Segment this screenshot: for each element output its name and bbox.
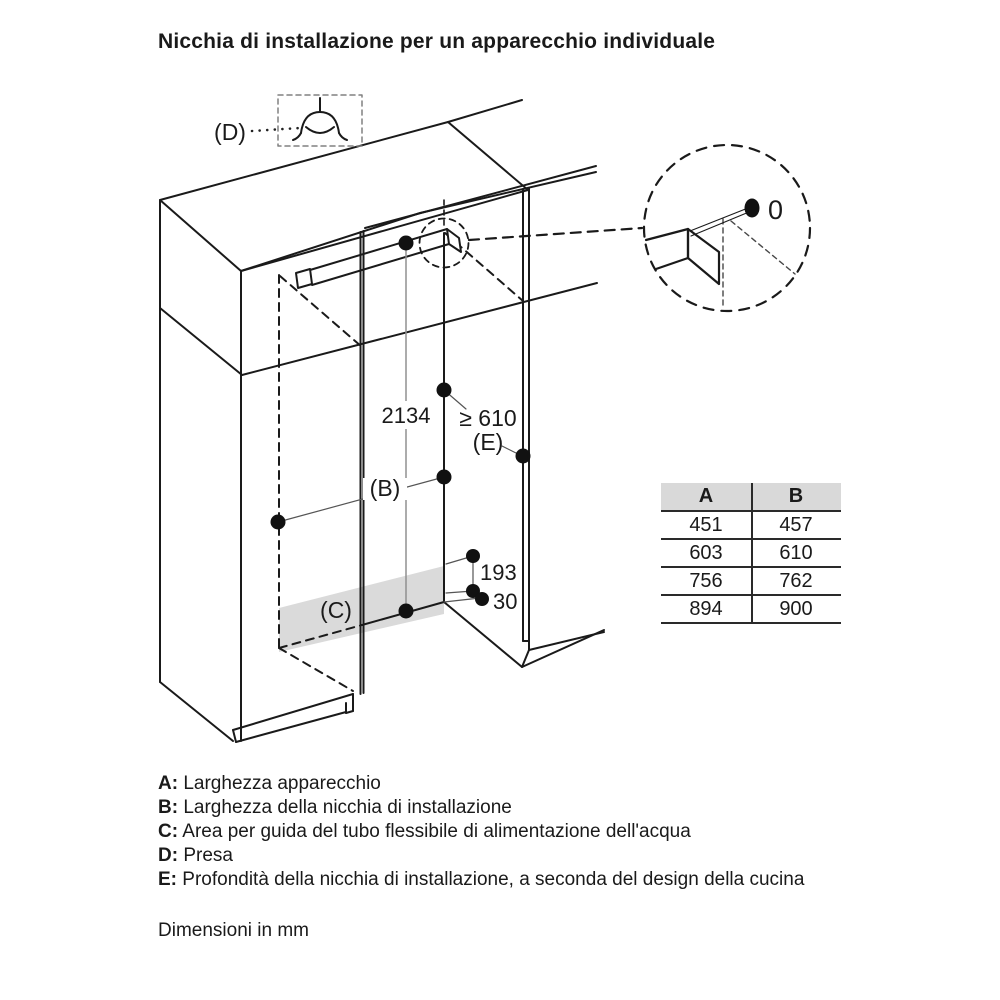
hose-offset-label: 30 bbox=[493, 589, 518, 614]
legend-text: Presa bbox=[183, 845, 233, 866]
dimension-hose-area bbox=[444, 549, 517, 614]
table-cell: 900 bbox=[779, 597, 813, 620]
table-header-b: B bbox=[788, 485, 804, 507]
detail-view bbox=[644, 145, 810, 311]
table-cell: 756 bbox=[689, 569, 723, 592]
legend-text: Profondità della nicchia di installazione, a seconda del design della cucina bbox=[182, 869, 805, 890]
legend-text: Area per guida del tubo flessibile di alimentazione dell'acqua bbox=[182, 821, 691, 842]
dimension-table bbox=[661, 483, 841, 624]
legend-key: C: bbox=[158, 821, 179, 842]
legend-text: Larghezza apparecchio bbox=[183, 773, 381, 794]
table-cell: 457 bbox=[779, 513, 813, 536]
legend-item bbox=[158, 844, 804, 868]
legend-item bbox=[158, 820, 804, 844]
table-cell: 610 bbox=[779, 541, 813, 564]
table-cell: 894 bbox=[689, 597, 723, 620]
e-label: (E) bbox=[472, 429, 504, 455]
niche-height-label: 2134 bbox=[381, 403, 431, 428]
page-title: Nicchia di installazione per un apparecchio individuale bbox=[158, 30, 716, 53]
legend-key: A: bbox=[158, 773, 179, 794]
table-cell: 603 bbox=[689, 541, 723, 564]
legend-item bbox=[158, 772, 804, 796]
niche-top-rail bbox=[296, 229, 461, 288]
datum-zero-label: 0 bbox=[768, 195, 784, 225]
legend-text: Larghezza della nicchia di installazione bbox=[183, 797, 512, 818]
units-note: Dimensioni in mm bbox=[158, 920, 309, 941]
table-cell: 451 bbox=[689, 513, 723, 536]
dimension-niche-height bbox=[379, 236, 433, 619]
right-side-panel bbox=[522, 188, 604, 667]
legend-key: E: bbox=[158, 869, 177, 890]
b-label: (B) bbox=[369, 475, 401, 501]
legend-key: D: bbox=[158, 845, 179, 866]
c-label: (C) bbox=[320, 597, 352, 623]
legend-item bbox=[158, 868, 804, 892]
table-cell: 762 bbox=[779, 569, 813, 592]
legend-key: B: bbox=[158, 797, 179, 818]
legend bbox=[158, 772, 804, 892]
table-header-a: A bbox=[698, 485, 714, 507]
table-column-divider bbox=[751, 483, 753, 624]
dimension-niche-depth bbox=[437, 383, 531, 464]
legend-item bbox=[158, 796, 804, 820]
socket-icon bbox=[293, 98, 347, 140]
niche-depth-label: ≥ 610 bbox=[459, 405, 517, 431]
upper-band-bottom-edge bbox=[242, 283, 597, 375]
socket-area bbox=[214, 95, 362, 146]
detail-connector-line bbox=[469, 228, 642, 240]
hose-height-label: 193 bbox=[480, 560, 517, 585]
d-label: (D) bbox=[214, 119, 246, 145]
